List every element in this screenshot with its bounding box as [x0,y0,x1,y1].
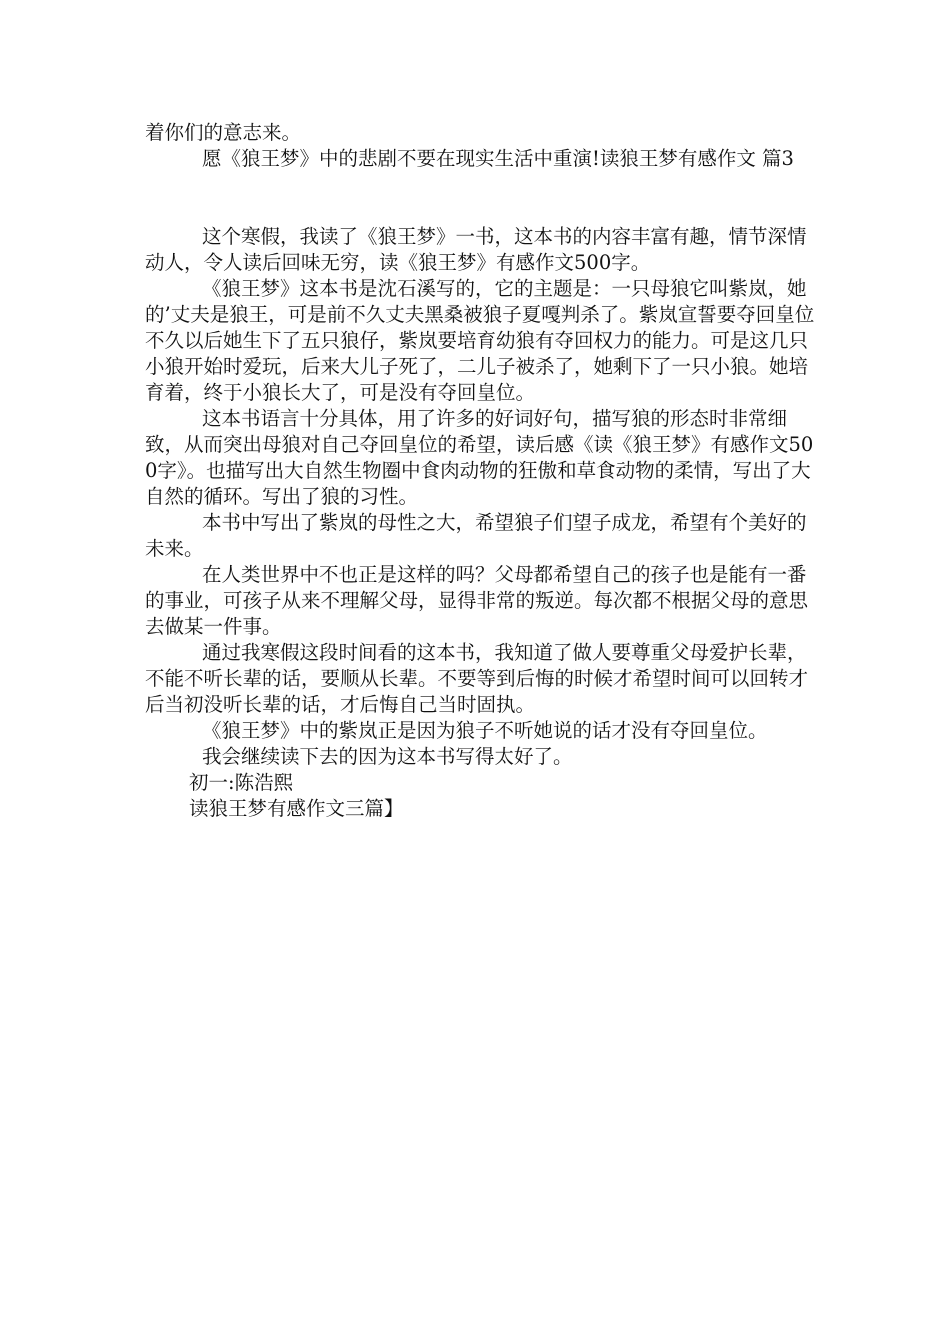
paragraph: 这本书语言十分具体，用了许多的好词好句，描写狼的形态时非常细致，从而突出母狼对自己夺回皇位的希望，读后感《读《狼王梦》有感作文500字》。也描写出大自然生物圈中食肉动物的狂傲和草食动物的柔情，写出了大自然的循环。写出了狼的习性。 [145,407,814,508]
paragraph: 本书中写出了紫岚的母性之大，希望狼子们望子成龙，希望有个美好的未来。 [145,511,807,560]
paragraph: 《狼王梦》这本书是沈石溪写的，它的主题是：一只母狼它叫紫岚，她的’丈夫是狼王，可是前不久丈夫黑桑被狼子夏嘎判杀了。紫岚宣誓要夺回皇位不久以后她生下了五只狼仔，紫岚要培育幼狼有夺回权力的能力。可是这几只小狼开始时爱玩，后来大儿子死了，二儿子被杀了，她剩下了一只小狼。她培育着，终于小狼长大了，可是没有夺回皇位。 [145,277,815,404]
closing-line: 读狼王梦有感作文三篇】 [189,797,404,820]
paragraph: 《狼王梦》中的紫岚正是因为狼子不听她说的话才没有夺回皇位。 [202,719,768,742]
document-body [145,120,817,822]
paragraph: 这个寒假，我读了《狼王梦》一书，这本书的内容丰富有趣，情节深情动人，令人读后回味无穷，读《狼王梦》有感作文500字。 [145,225,807,274]
paragraph: 愿《狼王梦》中的悲剧不要在现实生活中重演!读狼王梦有感作文 篇3 [202,147,794,170]
paragraph: 通过我寒假这段时间看的这本书，我知道了做人要尊重父母爱护长辈，不能不听长辈的话，要顺从长辈。不要等到后悔的时候才希望时间可以回转才后当初没听长辈的话，才后悔自己当时固执。 [145,641,809,716]
paragraph: 着你们的意志来。 [145,121,302,144]
signature: 初一:陈浩熙 [189,771,294,794]
paragraph: 我会继续读下去的因为这本书写得太好了。 [202,745,573,768]
blank-space [145,172,817,224]
paragraph: 在人类世界中不也正是这样的吗？父母都希望自己的孩子也是能有一番的事业，可孩子从来不理解父母，显得非常的叛逆。每次都不根据父母的意思去做某一件事。 [145,563,809,638]
